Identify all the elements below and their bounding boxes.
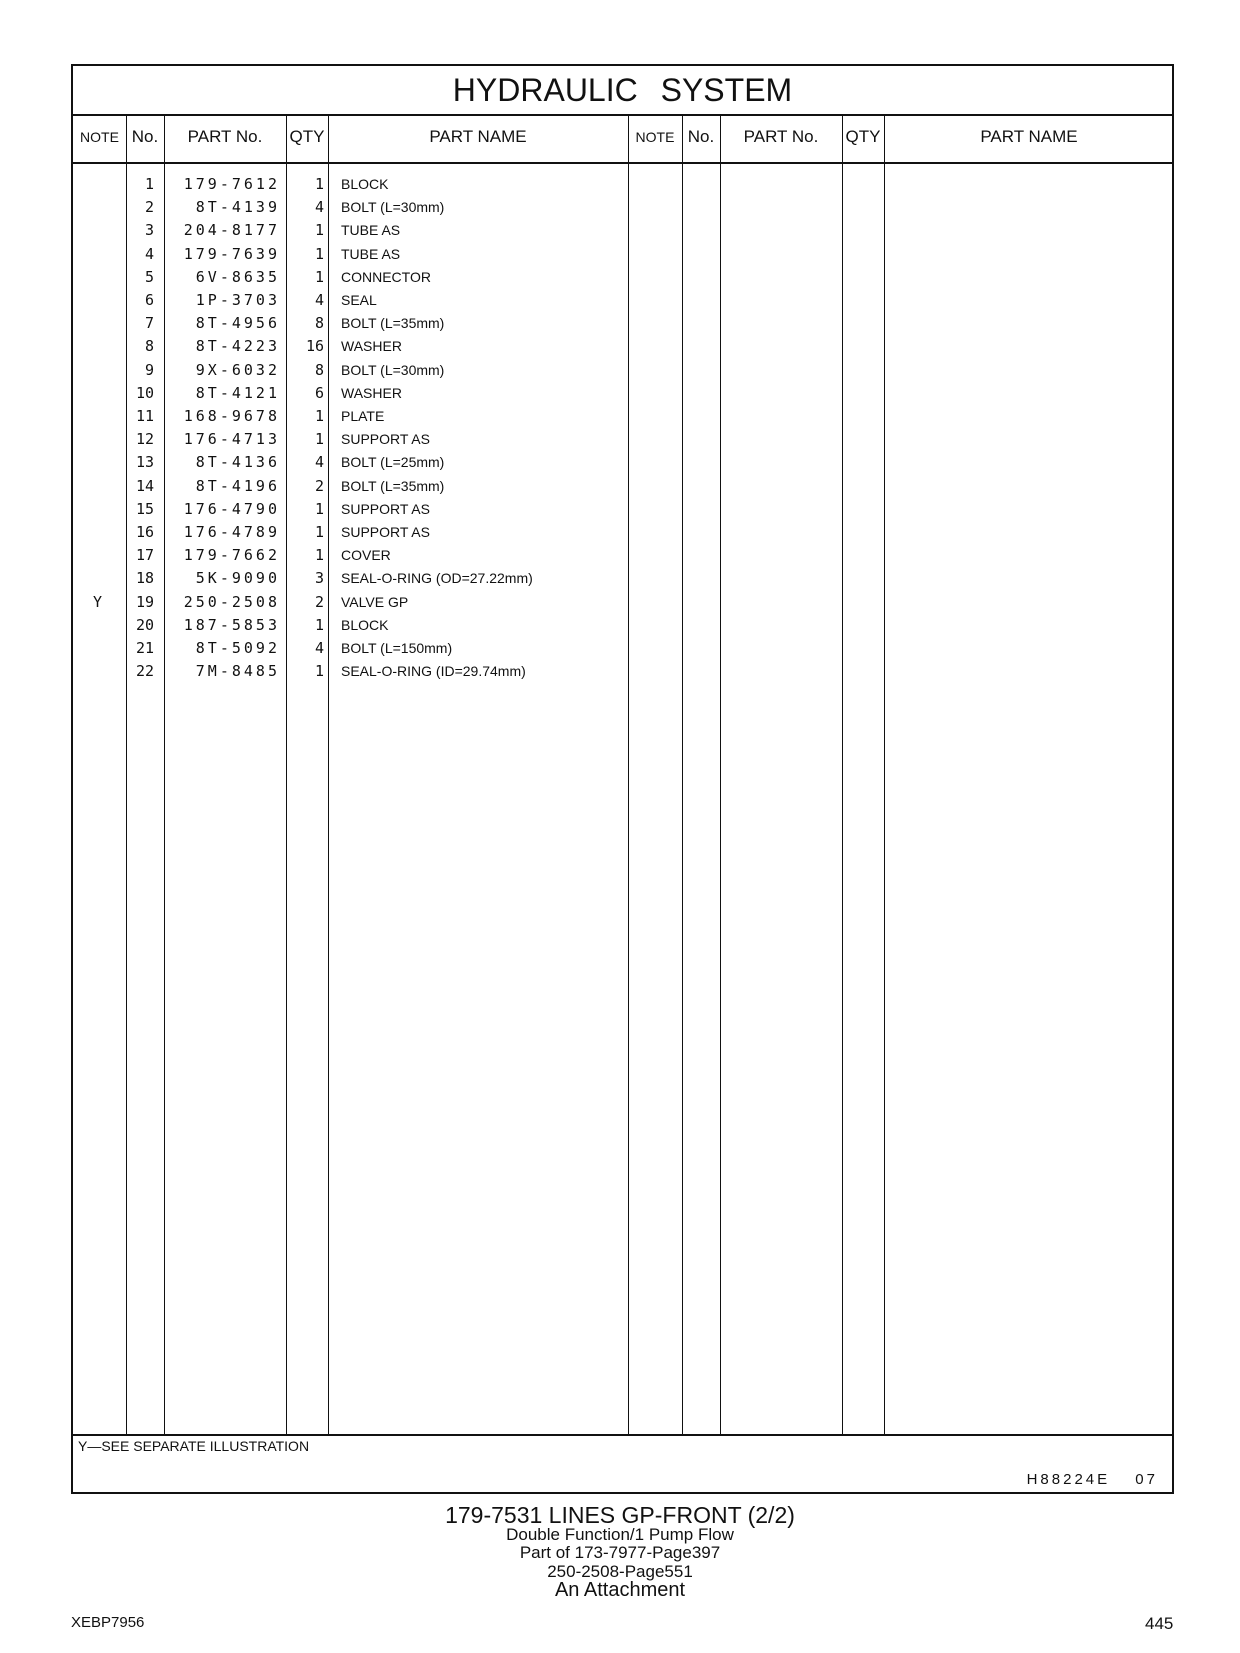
row-note bbox=[73, 521, 122, 544]
row-note bbox=[73, 266, 122, 289]
row-quantity: 8 bbox=[314, 314, 324, 333]
row-part-name: SEAL-O-RING (OD=27.22mm) bbox=[341, 570, 533, 587]
row-item-number: 2 bbox=[144, 198, 154, 217]
row-item-number: 5 bbox=[144, 267, 154, 286]
row-part-name: PLATE bbox=[341, 408, 385, 424]
table-row bbox=[73, 451, 633, 474]
row-item-number: 20 bbox=[135, 615, 154, 634]
row-item-number: 1 bbox=[144, 175, 154, 193]
row-part-name: SEAL bbox=[341, 292, 377, 308]
header-part-name-right: PART NAME bbox=[980, 127, 1078, 146]
header-part-no-left: PART No. bbox=[187, 127, 263, 146]
row-item-number: 8 bbox=[144, 337, 154, 356]
row-part-number: 176-4713 bbox=[183, 430, 280, 449]
row-part-name: WASHER bbox=[341, 338, 402, 355]
table-row bbox=[73, 173, 633, 196]
row-part-number: 8T-4956 bbox=[195, 314, 280, 333]
row-part-name: BOLT (L=150mm) bbox=[341, 640, 453, 656]
row-note bbox=[73, 335, 122, 358]
row-item-number: 4 bbox=[144, 244, 154, 263]
row-part-number: 9X-6032 bbox=[195, 360, 280, 379]
row-quantity: 1 bbox=[314, 407, 324, 425]
row-part-name: SUPPORT AS bbox=[341, 431, 430, 448]
table-row bbox=[73, 382, 633, 405]
table-row bbox=[73, 312, 633, 335]
row-note bbox=[73, 637, 122, 660]
row-note bbox=[73, 382, 122, 405]
row-part-number: 8T-4196 bbox=[195, 476, 280, 495]
table-row bbox=[73, 660, 633, 683]
row-note bbox=[73, 196, 122, 219]
parts-table-body bbox=[73, 162, 1172, 1434]
row-quantity: 1 bbox=[314, 221, 324, 240]
row-part-name: WASHER bbox=[341, 384, 402, 401]
row-part-number: 187-5853 bbox=[183, 615, 280, 634]
section-title: HYDRAULIC SYSTEM bbox=[73, 66, 1172, 116]
row-part-name: SUPPORT AS bbox=[341, 524, 430, 540]
row-part-number: 8T-4136 bbox=[195, 453, 280, 472]
caption-title: 179-7531 LINES GP-FRONT (2/2) bbox=[445, 1502, 795, 1528]
table-row bbox=[73, 567, 633, 590]
row-quantity: 3 bbox=[314, 569, 324, 588]
row-part-number: 250-2508 bbox=[183, 592, 280, 611]
page-number: 445 bbox=[1145, 1614, 1174, 1633]
table-row bbox=[73, 405, 633, 428]
row-part-name: BLOCK bbox=[341, 616, 389, 633]
row-part-number: 168-9678 bbox=[183, 407, 280, 425]
row-quantity: 1 bbox=[314, 499, 324, 518]
table-header bbox=[73, 114, 1172, 164]
row-note bbox=[73, 567, 122, 590]
row-item-number: 19 bbox=[135, 592, 154, 611]
table-row bbox=[73, 544, 633, 567]
row-note bbox=[73, 312, 122, 335]
row-quantity: 4 bbox=[314, 291, 324, 309]
table-row bbox=[73, 266, 633, 289]
row-part-name: CONNECTOR bbox=[341, 268, 431, 285]
row-note: Y bbox=[92, 592, 103, 611]
row-note bbox=[73, 614, 122, 637]
caption-reference: 250-2508-Page551 bbox=[547, 1562, 693, 1581]
table-row bbox=[73, 243, 633, 266]
row-item-number: 17 bbox=[135, 546, 154, 565]
row-item-number: 14 bbox=[135, 476, 154, 495]
row-note bbox=[73, 498, 122, 521]
row-item-number: 12 bbox=[135, 430, 154, 449]
caption-reference: Part of 173-7977-Page397 bbox=[519, 1543, 721, 1562]
row-part-number: 179-7639 bbox=[183, 244, 280, 263]
row-item-number: 10 bbox=[135, 383, 154, 402]
row-part-number: 176-4790 bbox=[183, 499, 280, 518]
table-row bbox=[73, 591, 633, 614]
table-row bbox=[73, 475, 633, 498]
header-qty-right: QTY bbox=[845, 127, 881, 146]
row-quantity: 1 bbox=[314, 430, 324, 449]
row-part-name: BLOCK bbox=[341, 176, 389, 192]
row-part-name: BOLT (L=35mm) bbox=[341, 477, 445, 494]
table-row bbox=[73, 614, 633, 637]
row-part-number: 5K-9090 bbox=[195, 569, 280, 588]
row-quantity: 1 bbox=[314, 267, 324, 286]
row-note bbox=[73, 289, 122, 312]
row-note bbox=[73, 428, 122, 451]
table-row bbox=[73, 521, 633, 544]
row-part-name: BOLT (L=35mm) bbox=[341, 315, 445, 332]
table-row bbox=[73, 219, 633, 242]
row-note bbox=[73, 405, 122, 428]
footnote: Y—SEE SEPARATE ILLUSTRATION bbox=[78, 1438, 310, 1454]
row-note bbox=[73, 544, 122, 567]
row-item-number: 6 bbox=[144, 291, 154, 309]
header-note-left: NOTE bbox=[80, 129, 119, 145]
document-id: XEBP7956 bbox=[71, 1614, 145, 1631]
row-item-number: 11 bbox=[135, 407, 154, 425]
row-part-number: 179-7612 bbox=[183, 175, 280, 193]
table-row bbox=[73, 289, 633, 312]
row-item-number: 9 bbox=[144, 360, 154, 379]
caption-note: An Attachment bbox=[554, 1579, 686, 1601]
row-note bbox=[73, 243, 122, 266]
row-quantity: 1 bbox=[314, 546, 324, 565]
parts-list-frame bbox=[71, 64, 1174, 1494]
row-part-name: BOLT (L=25mm) bbox=[341, 454, 445, 471]
row-part-number: 204-8177 bbox=[183, 221, 280, 240]
row-item-number: 18 bbox=[135, 569, 154, 588]
row-part-number: 8T-4223 bbox=[195, 337, 280, 356]
header-no-right: No. bbox=[687, 127, 715, 146]
row-part-number: 179-7662 bbox=[183, 546, 280, 565]
row-part-name: VALVE GP bbox=[341, 593, 409, 610]
row-item-number: 22 bbox=[135, 662, 154, 681]
table-row bbox=[73, 359, 633, 382]
row-part-number: 6V-8635 bbox=[195, 267, 280, 286]
header-part-no-right: PART No. bbox=[743, 127, 819, 146]
drawing-code: H88224E 07 bbox=[1026, 1471, 1158, 1488]
row-quantity: 1 bbox=[314, 523, 324, 541]
row-part-name: TUBE AS bbox=[341, 222, 401, 239]
row-part-number: 8T-4121 bbox=[195, 383, 280, 402]
row-quantity: 1 bbox=[314, 662, 324, 681]
header-part-name-left: PART NAME bbox=[429, 127, 527, 146]
row-quantity: 4 bbox=[314, 453, 324, 472]
row-part-name: SEAL-O-RING (ID=29.74mm) bbox=[341, 663, 526, 680]
row-part-name: BOLT (L=30mm) bbox=[341, 199, 445, 216]
row-quantity: 1 bbox=[314, 244, 324, 263]
header-note-right: NOTE bbox=[635, 129, 675, 145]
row-quantity: 2 bbox=[314, 476, 324, 495]
table-row bbox=[73, 498, 633, 521]
row-item-number: 7 bbox=[144, 314, 154, 333]
row-note bbox=[73, 451, 122, 474]
row-quantity: 4 bbox=[314, 639, 324, 657]
row-part-number: 7M-8485 bbox=[195, 662, 280, 681]
row-part-number: 8T-5092 bbox=[195, 639, 280, 657]
row-part-number: 8T-4139 bbox=[195, 198, 280, 217]
row-item-number: 13 bbox=[135, 453, 154, 472]
table-row bbox=[73, 637, 633, 660]
table-row bbox=[73, 428, 633, 451]
row-note bbox=[73, 475, 122, 498]
table-row bbox=[73, 335, 633, 358]
caption-subtitle: Double Function/1 Pump Flow bbox=[506, 1525, 734, 1544]
row-part-name: SUPPORT AS bbox=[341, 500, 430, 517]
row-note bbox=[73, 359, 122, 382]
row-part-name: BOLT (L=30mm) bbox=[341, 361, 445, 378]
footer-divider bbox=[73, 1434, 1172, 1436]
row-note bbox=[73, 660, 122, 683]
row-quantity: 6 bbox=[314, 383, 324, 402]
row-item-number: 16 bbox=[135, 523, 154, 541]
row-quantity: 4 bbox=[314, 198, 324, 217]
table-row bbox=[73, 196, 633, 219]
row-item-number: 3 bbox=[144, 221, 154, 240]
row-quantity: 1 bbox=[314, 615, 324, 634]
row-item-number: 21 bbox=[135, 639, 154, 657]
row-part-number: 176-4789 bbox=[183, 523, 280, 541]
row-quantity: 2 bbox=[314, 592, 324, 611]
row-quantity: 1 bbox=[314, 175, 324, 193]
row-quantity: 8 bbox=[314, 360, 324, 379]
row-note bbox=[73, 173, 122, 196]
row-note bbox=[73, 219, 122, 242]
row-quantity: 16 bbox=[305, 337, 324, 356]
row-part-name: TUBE AS bbox=[341, 245, 401, 262]
row-part-name: COVER bbox=[341, 547, 391, 564]
header-qty-left: QTY bbox=[289, 127, 325, 146]
row-part-number: 1P-3703 bbox=[195, 291, 280, 309]
header-no-left: No. bbox=[131, 127, 159, 146]
row-item-number: 15 bbox=[135, 499, 154, 518]
